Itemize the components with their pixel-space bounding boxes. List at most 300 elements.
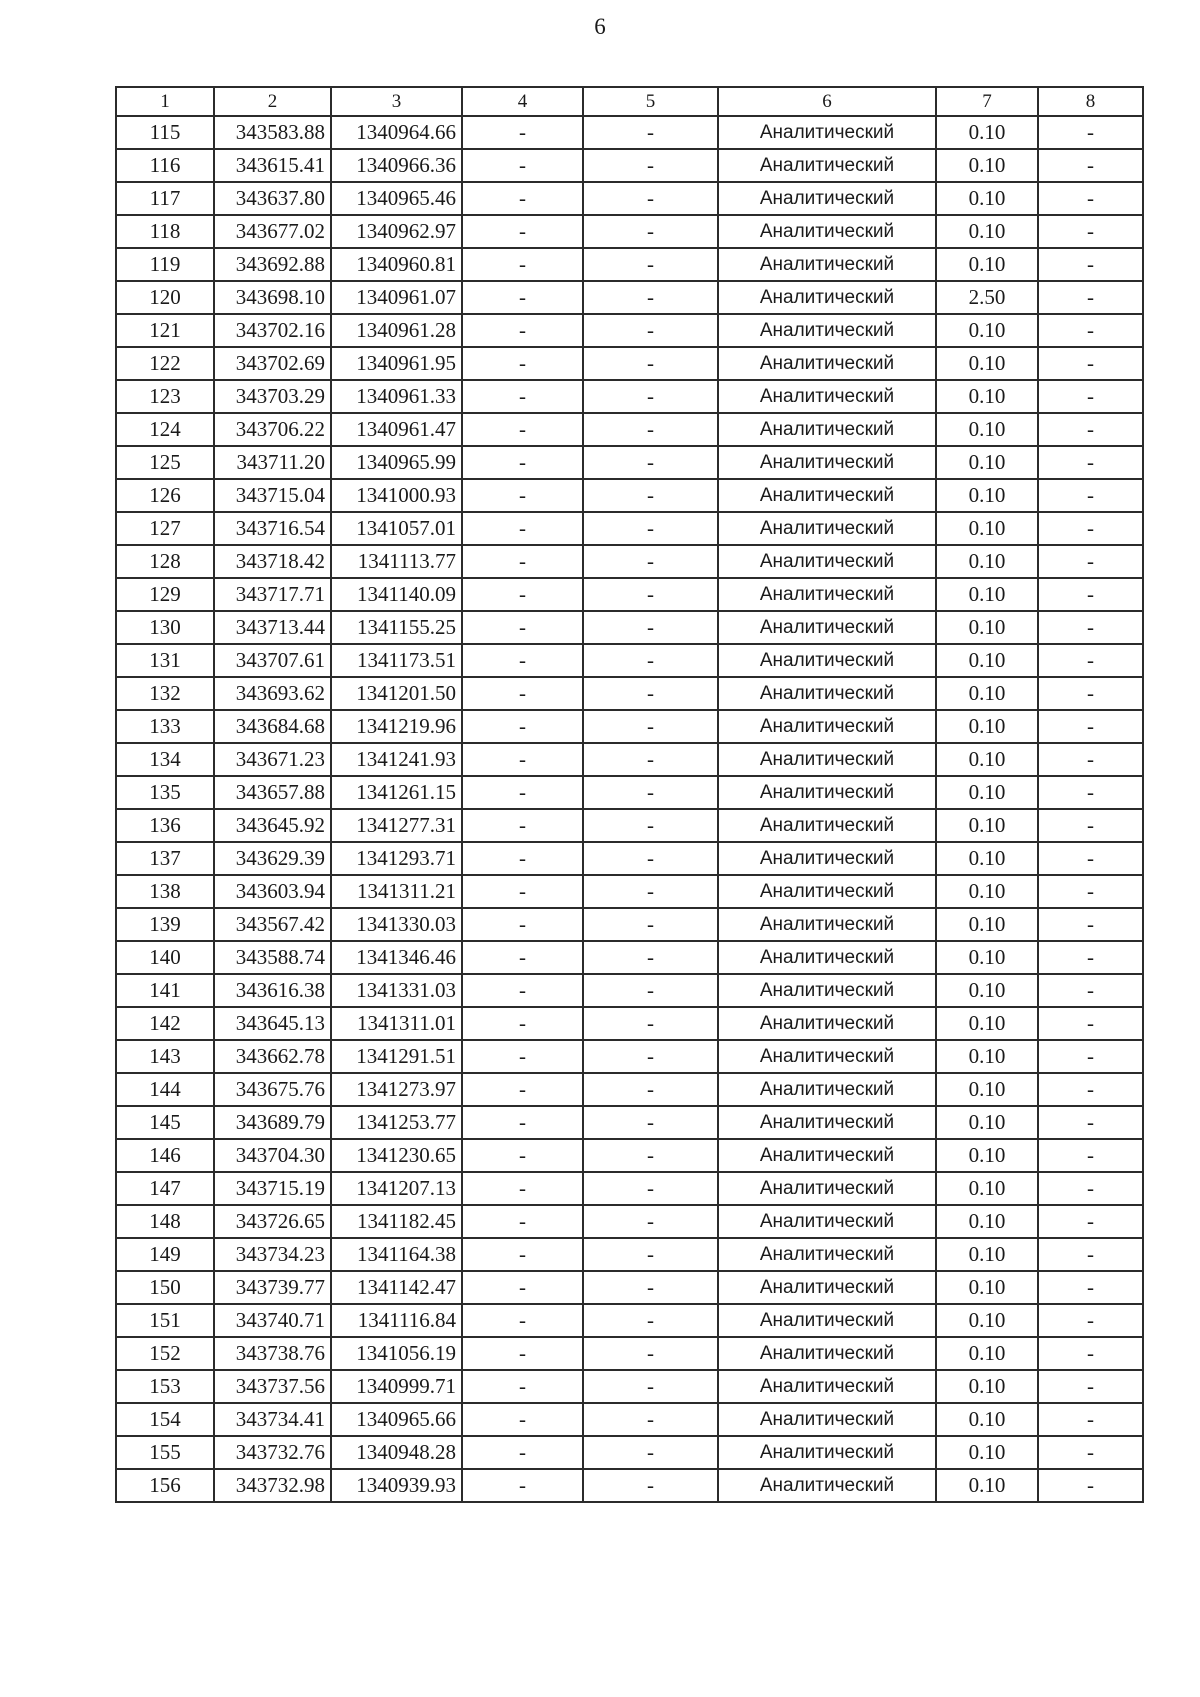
accuracy-cell: 0.10 bbox=[936, 710, 1038, 743]
column-5-cell: - bbox=[583, 677, 718, 710]
method-cell: Аналитический bbox=[718, 479, 936, 512]
column-5-cell: - bbox=[583, 974, 718, 1007]
x-coordinate-cell: 343677.02 bbox=[214, 215, 331, 248]
y-coordinate-cell: 1340939.93 bbox=[331, 1469, 462, 1502]
column-4-cell: - bbox=[462, 908, 583, 941]
accuracy-cell: 0.10 bbox=[936, 677, 1038, 710]
method-cell: Аналитический bbox=[718, 677, 936, 710]
column-8-cell: - bbox=[1038, 479, 1143, 512]
table-row bbox=[116, 281, 1143, 314]
column-4-cell: - bbox=[462, 413, 583, 446]
point-number-cell: 148 bbox=[116, 1205, 214, 1238]
column-8-cell: - bbox=[1038, 1436, 1143, 1469]
x-coordinate-cell: 343702.16 bbox=[214, 314, 331, 347]
y-coordinate-cell: 1341346.46 bbox=[331, 941, 462, 974]
accuracy-cell: 0.10 bbox=[936, 1205, 1038, 1238]
point-number-cell: 155 bbox=[116, 1436, 214, 1469]
y-coordinate-cell: 1340966.36 bbox=[331, 149, 462, 182]
column-5-cell: - bbox=[583, 1040, 718, 1073]
table-row bbox=[116, 1172, 1143, 1205]
column-4-cell: - bbox=[462, 182, 583, 215]
column-4-cell: - bbox=[462, 1205, 583, 1238]
column-4-cell: - bbox=[462, 875, 583, 908]
accuracy-cell: 0.10 bbox=[936, 809, 1038, 842]
point-number-cell: 132 bbox=[116, 677, 214, 710]
point-number-cell: 127 bbox=[116, 512, 214, 545]
y-coordinate-cell: 1341253.77 bbox=[331, 1106, 462, 1139]
accuracy-cell: 0.10 bbox=[936, 776, 1038, 809]
method-cell: Аналитический bbox=[718, 1436, 936, 1469]
column-header: 8 bbox=[1038, 87, 1143, 116]
y-coordinate-cell: 1341261.15 bbox=[331, 776, 462, 809]
table-row bbox=[116, 380, 1143, 413]
y-coordinate-cell: 1341182.45 bbox=[331, 1205, 462, 1238]
method-cell: Аналитический bbox=[718, 908, 936, 941]
point-number-cell: 141 bbox=[116, 974, 214, 1007]
method-cell: Аналитический bbox=[718, 116, 936, 149]
point-number-cell: 130 bbox=[116, 611, 214, 644]
x-coordinate-cell: 343738.76 bbox=[214, 1337, 331, 1370]
accuracy-cell: 0.10 bbox=[936, 611, 1038, 644]
table-row bbox=[116, 974, 1143, 1007]
accuracy-cell: 0.10 bbox=[936, 512, 1038, 545]
table-row bbox=[116, 413, 1143, 446]
x-coordinate-cell: 343657.88 bbox=[214, 776, 331, 809]
table-row bbox=[116, 1106, 1143, 1139]
column-8-cell: - bbox=[1038, 1337, 1143, 1370]
column-8-cell: - bbox=[1038, 1172, 1143, 1205]
method-cell: Аналитический bbox=[718, 380, 936, 413]
method-cell: Аналитический bbox=[718, 1238, 936, 1271]
column-4-cell: - bbox=[462, 347, 583, 380]
y-coordinate-cell: 1341207.13 bbox=[331, 1172, 462, 1205]
column-8-cell: - bbox=[1038, 809, 1143, 842]
table-row bbox=[116, 314, 1143, 347]
x-coordinate-cell: 343717.71 bbox=[214, 578, 331, 611]
column-8-cell: - bbox=[1038, 182, 1143, 215]
x-coordinate-cell: 343616.38 bbox=[214, 974, 331, 1007]
column-4-cell: - bbox=[462, 512, 583, 545]
y-coordinate-cell: 1341057.01 bbox=[331, 512, 462, 545]
accuracy-cell: 0.10 bbox=[936, 380, 1038, 413]
method-cell: Аналитический bbox=[718, 1073, 936, 1106]
y-coordinate-cell: 1340961.47 bbox=[331, 413, 462, 446]
accuracy-cell: 0.10 bbox=[936, 248, 1038, 281]
column-8-cell: - bbox=[1038, 1469, 1143, 1502]
column-8-cell: - bbox=[1038, 1106, 1143, 1139]
column-8-cell: - bbox=[1038, 1370, 1143, 1403]
point-number-cell: 121 bbox=[116, 314, 214, 347]
x-coordinate-cell: 343734.41 bbox=[214, 1403, 331, 1436]
table-row bbox=[116, 149, 1143, 182]
table-row bbox=[116, 1370, 1143, 1403]
table-row bbox=[116, 677, 1143, 710]
table-row bbox=[116, 248, 1143, 281]
method-cell: Аналитический bbox=[718, 413, 936, 446]
column-4-cell: - bbox=[462, 1073, 583, 1106]
column-5-cell: - bbox=[583, 1469, 718, 1502]
y-coordinate-cell: 1341273.97 bbox=[331, 1073, 462, 1106]
column-5-cell: - bbox=[583, 1172, 718, 1205]
column-5-cell: - bbox=[583, 248, 718, 281]
method-cell: Аналитический bbox=[718, 1271, 936, 1304]
y-coordinate-cell: 1340961.28 bbox=[331, 314, 462, 347]
point-number-cell: 123 bbox=[116, 380, 214, 413]
table-row bbox=[116, 512, 1143, 545]
x-coordinate-cell: 343645.92 bbox=[214, 809, 331, 842]
column-5-cell: - bbox=[583, 116, 718, 149]
point-number-cell: 153 bbox=[116, 1370, 214, 1403]
column-5-cell: - bbox=[583, 776, 718, 809]
y-coordinate-cell: 1341311.21 bbox=[331, 875, 462, 908]
column-4-cell: - bbox=[462, 1139, 583, 1172]
column-4-cell: - bbox=[462, 578, 583, 611]
y-coordinate-cell: 1341164.38 bbox=[331, 1238, 462, 1271]
accuracy-cell: 0.10 bbox=[936, 1106, 1038, 1139]
method-cell: Аналитический bbox=[718, 974, 936, 1007]
accuracy-cell: 0.10 bbox=[936, 1304, 1038, 1337]
column-4-cell: - bbox=[462, 1337, 583, 1370]
method-cell: Аналитический bbox=[718, 1469, 936, 1502]
column-4-cell: - bbox=[462, 545, 583, 578]
x-coordinate-cell: 343702.69 bbox=[214, 347, 331, 380]
column-5-cell: - bbox=[583, 611, 718, 644]
accuracy-cell: 0.10 bbox=[936, 413, 1038, 446]
x-coordinate-cell: 343662.78 bbox=[214, 1040, 331, 1073]
column-4-cell: - bbox=[462, 281, 583, 314]
accuracy-cell: 0.10 bbox=[936, 842, 1038, 875]
column-5-cell: - bbox=[583, 347, 718, 380]
column-8-cell: - bbox=[1038, 875, 1143, 908]
x-coordinate-cell: 343713.44 bbox=[214, 611, 331, 644]
y-coordinate-cell: 1341113.77 bbox=[331, 545, 462, 578]
column-5-cell: - bbox=[583, 1007, 718, 1040]
y-coordinate-cell: 1341140.09 bbox=[331, 578, 462, 611]
column-header: 3 bbox=[331, 87, 462, 116]
x-coordinate-cell: 343675.76 bbox=[214, 1073, 331, 1106]
method-cell: Аналитический bbox=[718, 314, 936, 347]
y-coordinate-cell: 1341116.84 bbox=[331, 1304, 462, 1337]
x-coordinate-cell: 343629.39 bbox=[214, 842, 331, 875]
x-coordinate-cell: 343689.79 bbox=[214, 1106, 331, 1139]
y-coordinate-cell: 1340961.07 bbox=[331, 281, 462, 314]
column-8-cell: - bbox=[1038, 446, 1143, 479]
table-row bbox=[116, 776, 1143, 809]
column-5-cell: - bbox=[583, 578, 718, 611]
method-cell: Аналитический bbox=[718, 644, 936, 677]
column-4-cell: - bbox=[462, 1238, 583, 1271]
column-8-cell: - bbox=[1038, 116, 1143, 149]
column-8-cell: - bbox=[1038, 413, 1143, 446]
y-coordinate-cell: 1341173.51 bbox=[331, 644, 462, 677]
y-coordinate-cell: 1341056.19 bbox=[331, 1337, 462, 1370]
column-5-cell: - bbox=[583, 1238, 718, 1271]
accuracy-cell: 0.10 bbox=[936, 182, 1038, 215]
y-coordinate-cell: 1340961.33 bbox=[331, 380, 462, 413]
x-coordinate-cell: 343692.88 bbox=[214, 248, 331, 281]
column-5-cell: - bbox=[583, 1370, 718, 1403]
column-header: 6 bbox=[718, 87, 936, 116]
column-8-cell: - bbox=[1038, 1205, 1143, 1238]
point-number-cell: 146 bbox=[116, 1139, 214, 1172]
table-row bbox=[116, 446, 1143, 479]
y-coordinate-cell: 1340948.28 bbox=[331, 1436, 462, 1469]
accuracy-cell: 0.10 bbox=[936, 545, 1038, 578]
x-coordinate-cell: 343732.76 bbox=[214, 1436, 331, 1469]
method-cell: Аналитический bbox=[718, 1172, 936, 1205]
y-coordinate-cell: 1340961.95 bbox=[331, 347, 462, 380]
column-4-cell: - bbox=[462, 116, 583, 149]
point-number-cell: 118 bbox=[116, 215, 214, 248]
column-8-cell: - bbox=[1038, 710, 1143, 743]
table-row bbox=[116, 1007, 1143, 1040]
point-number-cell: 129 bbox=[116, 578, 214, 611]
column-4-cell: - bbox=[462, 446, 583, 479]
column-8-cell: - bbox=[1038, 248, 1143, 281]
method-cell: Аналитический bbox=[718, 248, 936, 281]
column-4-cell: - bbox=[462, 1172, 583, 1205]
accuracy-cell: 0.10 bbox=[936, 116, 1038, 149]
y-coordinate-cell: 1341219.96 bbox=[331, 710, 462, 743]
accuracy-cell: 0.10 bbox=[936, 908, 1038, 941]
y-coordinate-cell: 1341311.01 bbox=[331, 1007, 462, 1040]
accuracy-cell: 0.10 bbox=[936, 1040, 1038, 1073]
x-coordinate-cell: 343637.80 bbox=[214, 182, 331, 215]
method-cell: Аналитический bbox=[718, 149, 936, 182]
point-number-cell: 134 bbox=[116, 743, 214, 776]
method-cell: Аналитический bbox=[718, 941, 936, 974]
point-number-cell: 139 bbox=[116, 908, 214, 941]
y-coordinate-cell: 1341142.47 bbox=[331, 1271, 462, 1304]
method-cell: Аналитический bbox=[718, 842, 936, 875]
y-coordinate-cell: 1341330.03 bbox=[331, 908, 462, 941]
method-cell: Аналитический bbox=[718, 1370, 936, 1403]
column-8-cell: - bbox=[1038, 1007, 1143, 1040]
column-5-cell: - bbox=[583, 512, 718, 545]
x-coordinate-cell: 343737.56 bbox=[214, 1370, 331, 1403]
column-8-cell: - bbox=[1038, 314, 1143, 347]
y-coordinate-cell: 1340964.66 bbox=[331, 116, 462, 149]
accuracy-cell: 0.10 bbox=[936, 974, 1038, 1007]
accuracy-cell: 0.10 bbox=[936, 314, 1038, 347]
column-4-cell: - bbox=[462, 1403, 583, 1436]
x-coordinate-cell: 343707.61 bbox=[214, 644, 331, 677]
column-4-cell: - bbox=[462, 479, 583, 512]
point-number-cell: 126 bbox=[116, 479, 214, 512]
method-cell: Аналитический bbox=[718, 710, 936, 743]
table-row bbox=[116, 941, 1143, 974]
table-row bbox=[116, 809, 1143, 842]
y-coordinate-cell: 1340962.97 bbox=[331, 215, 462, 248]
table-row bbox=[116, 1304, 1143, 1337]
column-4-cell: - bbox=[462, 743, 583, 776]
point-number-cell: 115 bbox=[116, 116, 214, 149]
point-number-cell: 135 bbox=[116, 776, 214, 809]
table-row bbox=[116, 1403, 1143, 1436]
column-8-cell: - bbox=[1038, 1040, 1143, 1073]
accuracy-cell: 0.10 bbox=[936, 1139, 1038, 1172]
x-coordinate-cell: 343698.10 bbox=[214, 281, 331, 314]
column-4-cell: - bbox=[462, 677, 583, 710]
column-5-cell: - bbox=[583, 941, 718, 974]
accuracy-cell: 0.10 bbox=[936, 941, 1038, 974]
point-number-cell: 149 bbox=[116, 1238, 214, 1271]
method-cell: Аналитический bbox=[718, 1007, 936, 1040]
table-row bbox=[116, 545, 1143, 578]
table-row bbox=[116, 611, 1143, 644]
column-5-cell: - bbox=[583, 1205, 718, 1238]
method-cell: Аналитический bbox=[718, 545, 936, 578]
column-4-cell: - bbox=[462, 149, 583, 182]
accuracy-cell: 0.10 bbox=[936, 446, 1038, 479]
method-cell: Аналитический bbox=[718, 347, 936, 380]
column-5-cell: - bbox=[583, 545, 718, 578]
column-5-cell: - bbox=[583, 644, 718, 677]
coordinates-table bbox=[115, 86, 1144, 1503]
x-coordinate-cell: 343703.29 bbox=[214, 380, 331, 413]
point-number-cell: 152 bbox=[116, 1337, 214, 1370]
column-5-cell: - bbox=[583, 842, 718, 875]
x-coordinate-cell: 343603.94 bbox=[214, 875, 331, 908]
column-header: 4 bbox=[462, 87, 583, 116]
x-coordinate-cell: 343704.30 bbox=[214, 1139, 331, 1172]
table-row bbox=[116, 347, 1143, 380]
table-row bbox=[116, 710, 1143, 743]
column-8-cell: - bbox=[1038, 380, 1143, 413]
method-cell: Аналитический bbox=[718, 1304, 936, 1337]
column-5-cell: - bbox=[583, 743, 718, 776]
column-5-cell: - bbox=[583, 314, 718, 347]
point-number-cell: 151 bbox=[116, 1304, 214, 1337]
method-cell: Аналитический bbox=[718, 1139, 936, 1172]
table-header-row bbox=[116, 87, 1143, 116]
column-header: 5 bbox=[583, 87, 718, 116]
x-coordinate-cell: 343732.98 bbox=[214, 1469, 331, 1502]
method-cell: Аналитический bbox=[718, 281, 936, 314]
point-number-cell: 120 bbox=[116, 281, 214, 314]
column-8-cell: - bbox=[1038, 776, 1143, 809]
method-cell: Аналитический bbox=[718, 1337, 936, 1370]
table-row bbox=[116, 1139, 1143, 1172]
x-coordinate-cell: 343567.42 bbox=[214, 908, 331, 941]
accuracy-cell: 0.10 bbox=[936, 215, 1038, 248]
column-header: 2 bbox=[214, 87, 331, 116]
point-number-cell: 147 bbox=[116, 1172, 214, 1205]
column-4-cell: - bbox=[462, 1040, 583, 1073]
point-number-cell: 145 bbox=[116, 1106, 214, 1139]
table-row bbox=[116, 1238, 1143, 1271]
column-8-cell: - bbox=[1038, 644, 1143, 677]
column-5-cell: - bbox=[583, 479, 718, 512]
column-header: 1 bbox=[116, 87, 214, 116]
method-cell: Аналитический bbox=[718, 578, 936, 611]
accuracy-cell: 0.10 bbox=[936, 644, 1038, 677]
column-4-cell: - bbox=[462, 611, 583, 644]
method-cell: Аналитический bbox=[718, 1403, 936, 1436]
point-number-cell: 124 bbox=[116, 413, 214, 446]
column-4-cell: - bbox=[462, 644, 583, 677]
column-4-cell: - bbox=[462, 248, 583, 281]
y-coordinate-cell: 1341155.25 bbox=[331, 611, 462, 644]
column-8-cell: - bbox=[1038, 842, 1143, 875]
point-number-cell: 131 bbox=[116, 644, 214, 677]
point-number-cell: 142 bbox=[116, 1007, 214, 1040]
column-5-cell: - bbox=[583, 215, 718, 248]
x-coordinate-cell: 343718.42 bbox=[214, 545, 331, 578]
y-coordinate-cell: 1340965.66 bbox=[331, 1403, 462, 1436]
column-4-cell: - bbox=[462, 1007, 583, 1040]
column-8-cell: - bbox=[1038, 743, 1143, 776]
x-coordinate-cell: 343715.04 bbox=[214, 479, 331, 512]
table-row bbox=[116, 1337, 1143, 1370]
column-8-cell: - bbox=[1038, 1304, 1143, 1337]
column-5-cell: - bbox=[583, 1271, 718, 1304]
x-coordinate-cell: 343740.71 bbox=[214, 1304, 331, 1337]
column-5-cell: - bbox=[583, 1337, 718, 1370]
table-row bbox=[116, 1469, 1143, 1502]
accuracy-cell: 0.10 bbox=[936, 1073, 1038, 1106]
column-5-cell: - bbox=[583, 710, 718, 743]
y-coordinate-cell: 1341241.93 bbox=[331, 743, 462, 776]
column-8-cell: - bbox=[1038, 908, 1143, 941]
point-number-cell: 154 bbox=[116, 1403, 214, 1436]
column-4-cell: - bbox=[462, 842, 583, 875]
column-5-cell: - bbox=[583, 281, 718, 314]
point-number-cell: 117 bbox=[116, 182, 214, 215]
accuracy-cell: 0.10 bbox=[936, 1172, 1038, 1205]
column-8-cell: - bbox=[1038, 677, 1143, 710]
column-8-cell: - bbox=[1038, 1271, 1143, 1304]
column-5-cell: - bbox=[583, 1073, 718, 1106]
table-row bbox=[116, 578, 1143, 611]
column-8-cell: - bbox=[1038, 545, 1143, 578]
accuracy-cell: 0.10 bbox=[936, 1436, 1038, 1469]
column-8-cell: - bbox=[1038, 941, 1143, 974]
table-row bbox=[116, 1271, 1143, 1304]
y-coordinate-cell: 1340960.81 bbox=[331, 248, 462, 281]
column-4-cell: - bbox=[462, 1436, 583, 1469]
method-cell: Аналитический bbox=[718, 1205, 936, 1238]
accuracy-cell: 0.10 bbox=[936, 1007, 1038, 1040]
column-8-cell: - bbox=[1038, 149, 1143, 182]
method-cell: Аналитический bbox=[718, 611, 936, 644]
column-8-cell: - bbox=[1038, 974, 1143, 1007]
point-number-cell: 119 bbox=[116, 248, 214, 281]
x-coordinate-cell: 343726.65 bbox=[214, 1205, 331, 1238]
column-4-cell: - bbox=[462, 380, 583, 413]
method-cell: Аналитический bbox=[718, 182, 936, 215]
method-cell: Аналитический bbox=[718, 1106, 936, 1139]
table-row bbox=[116, 1205, 1143, 1238]
column-4-cell: - bbox=[462, 1106, 583, 1139]
column-5-cell: - bbox=[583, 380, 718, 413]
column-4-cell: - bbox=[462, 776, 583, 809]
accuracy-cell: 0.10 bbox=[936, 1370, 1038, 1403]
point-number-cell: 125 bbox=[116, 446, 214, 479]
y-coordinate-cell: 1341293.71 bbox=[331, 842, 462, 875]
y-coordinate-cell: 1341230.65 bbox=[331, 1139, 462, 1172]
point-number-cell: 133 bbox=[116, 710, 214, 743]
column-5-cell: - bbox=[583, 182, 718, 215]
column-5-cell: - bbox=[583, 1436, 718, 1469]
table-row bbox=[116, 1040, 1143, 1073]
method-cell: Аналитический bbox=[718, 809, 936, 842]
point-number-cell: 156 bbox=[116, 1469, 214, 1502]
table-body bbox=[116, 116, 1143, 1502]
y-coordinate-cell: 1341000.93 bbox=[331, 479, 462, 512]
accuracy-cell: 0.10 bbox=[936, 1337, 1038, 1370]
column-8-cell: - bbox=[1038, 347, 1143, 380]
